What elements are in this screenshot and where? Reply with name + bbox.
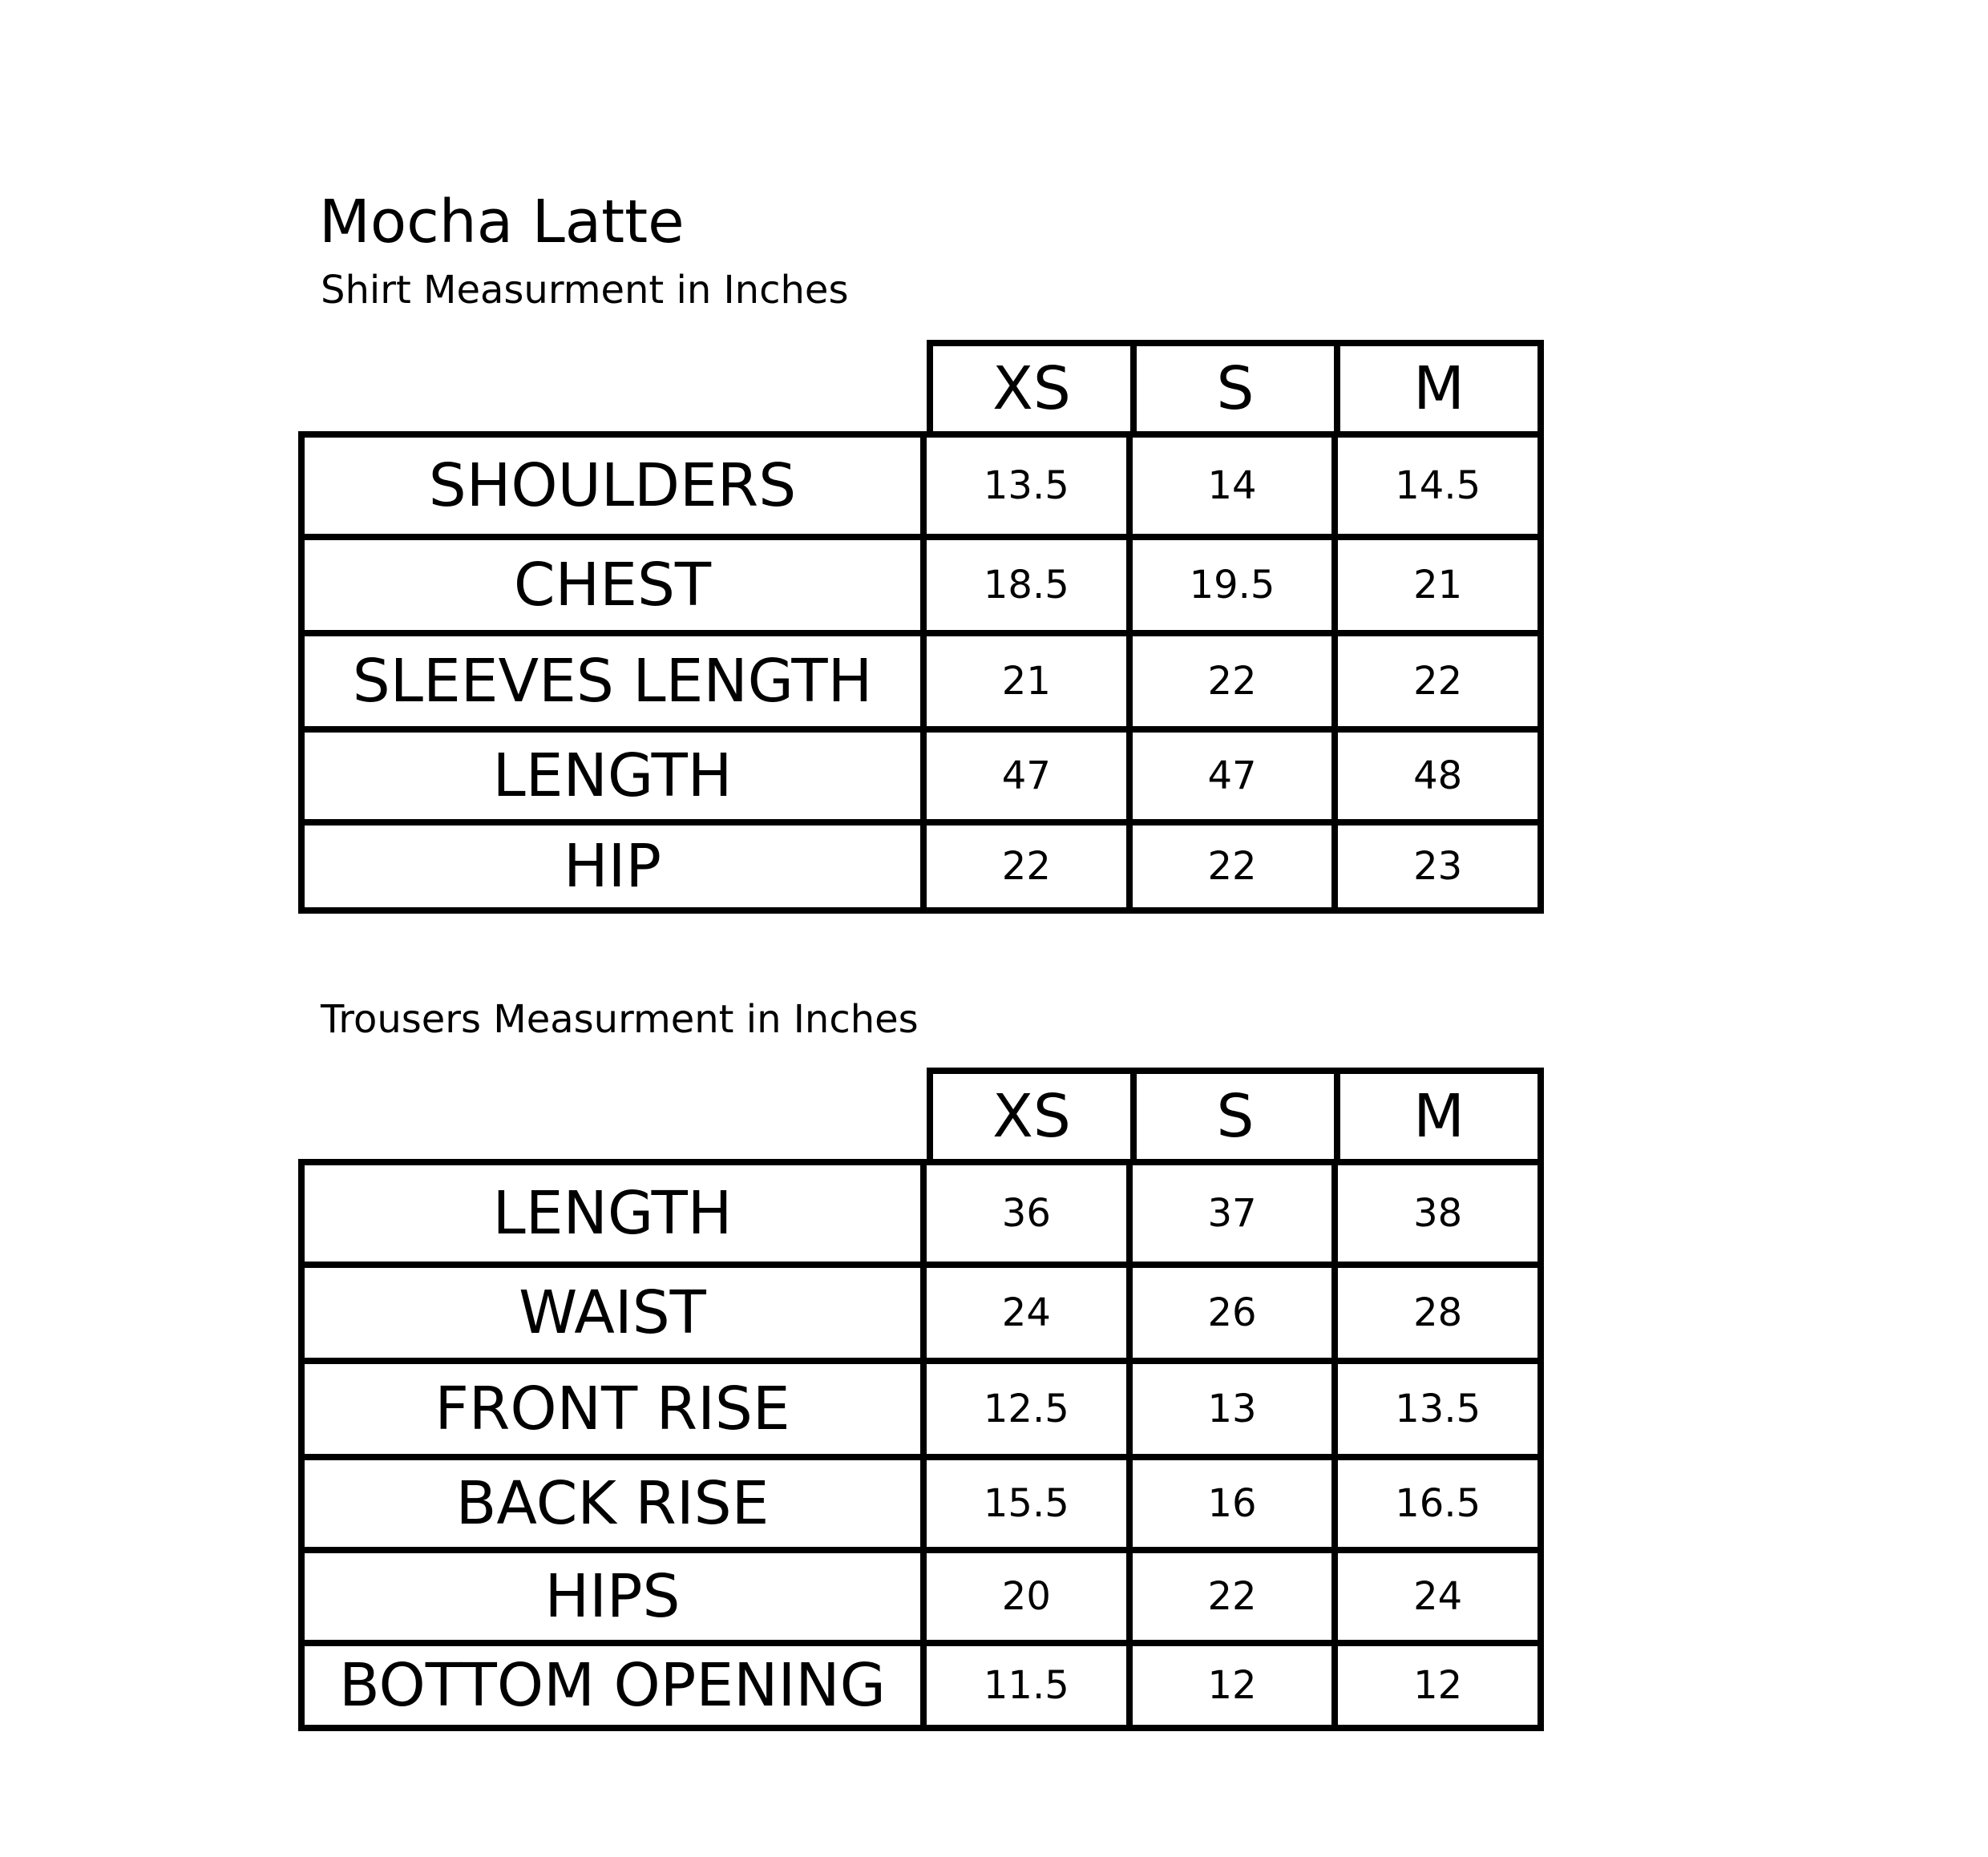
value-cell: 13 bbox=[1126, 1364, 1332, 1454]
row-label: HIPS bbox=[305, 1553, 927, 1640]
table-row bbox=[305, 726, 1537, 819]
table-row bbox=[305, 1358, 1537, 1454]
shirt-table-body bbox=[298, 431, 1544, 914]
value-cell: 47 bbox=[1126, 733, 1332, 819]
value-cell: 12 bbox=[1126, 1646, 1332, 1725]
row-label: BOTTOM OPENING bbox=[305, 1646, 927, 1725]
value-cell: 37 bbox=[1126, 1165, 1332, 1262]
table-row bbox=[305, 1262, 1537, 1358]
table-row bbox=[305, 1640, 1537, 1725]
row-label: SHOULDERS bbox=[305, 438, 927, 534]
value-cell: 48 bbox=[1331, 733, 1537, 819]
trousers-table-subtitle: Trousers Measurment in Inches bbox=[321, 997, 919, 1042]
row-label: HIP bbox=[305, 826, 927, 907]
value-cell: 12.5 bbox=[983, 1387, 1069, 1431]
header-spacer bbox=[298, 340, 927, 431]
table-row bbox=[305, 438, 1537, 534]
value-cell: 26 bbox=[1126, 1268, 1332, 1358]
shirt-table-subtitle: Shirt Measurment in Inches bbox=[321, 268, 849, 313]
row-label: WAIST bbox=[305, 1268, 927, 1358]
value-cell: 22 bbox=[1126, 1553, 1332, 1640]
value-cell: 23 bbox=[1331, 826, 1537, 907]
value-cell: 21 bbox=[1331, 540, 1537, 630]
value-cell: 22 bbox=[1001, 844, 1051, 889]
size-header-cells bbox=[927, 1068, 1544, 1159]
trousers-measurement-table bbox=[298, 1068, 1544, 1731]
value-cell: 16 bbox=[1126, 1460, 1332, 1547]
row-label: CHEST bbox=[305, 540, 927, 630]
value-cell: 22 bbox=[1331, 636, 1537, 726]
size-header-row bbox=[298, 1068, 1544, 1159]
value-cell: 11.5 bbox=[983, 1663, 1069, 1708]
size-header-cells bbox=[927, 340, 1544, 431]
size-header-m: M bbox=[1334, 346, 1537, 431]
header-spacer bbox=[298, 1068, 927, 1159]
value-cell: 13.5 bbox=[983, 463, 1069, 508]
size-header-xs: XS bbox=[992, 1082, 1071, 1151]
value-cell: 15.5 bbox=[983, 1481, 1069, 1526]
value-cell: 36 bbox=[1001, 1191, 1051, 1236]
value-cell: 18.5 bbox=[983, 563, 1069, 608]
size-header-row bbox=[298, 340, 1544, 431]
value-cell: 19.5 bbox=[1126, 540, 1332, 630]
value-cell: 38 bbox=[1331, 1165, 1537, 1262]
size-header-m: M bbox=[1334, 1074, 1537, 1159]
value-cell: 21 bbox=[1001, 659, 1051, 704]
value-cell: 24 bbox=[1001, 1290, 1051, 1335]
table-row bbox=[305, 1454, 1537, 1547]
value-cell: 47 bbox=[1001, 753, 1051, 798]
table-row bbox=[305, 1165, 1537, 1262]
value-cell: 20 bbox=[1001, 1574, 1051, 1619]
size-header-s: S bbox=[1130, 346, 1334, 431]
value-cell: 28 bbox=[1331, 1268, 1537, 1358]
table-row bbox=[305, 819, 1537, 907]
row-label: SLEEVES LENGTH bbox=[305, 636, 927, 726]
value-cell: 13.5 bbox=[1331, 1364, 1537, 1454]
page-title: Mocha Latte bbox=[319, 188, 685, 256]
row-label: LENGTH bbox=[305, 733, 927, 819]
value-cell: 16.5 bbox=[1331, 1460, 1537, 1547]
row-label: BACK RISE bbox=[305, 1460, 927, 1547]
shirt-measurement-table bbox=[298, 340, 1544, 914]
size-header-xs: XS bbox=[992, 354, 1071, 423]
value-cell: 22 bbox=[1126, 636, 1332, 726]
value-cell: 24 bbox=[1331, 1553, 1537, 1640]
table-row bbox=[305, 630, 1537, 726]
value-cell: 12 bbox=[1331, 1646, 1537, 1725]
value-cell: 14.5 bbox=[1331, 438, 1537, 534]
size-header-s: S bbox=[1130, 1074, 1334, 1159]
row-label: LENGTH bbox=[305, 1165, 927, 1262]
trousers-table-body bbox=[298, 1159, 1544, 1731]
row-label: FRONT RISE bbox=[305, 1364, 927, 1454]
value-cell: 22 bbox=[1126, 826, 1332, 907]
table-row bbox=[305, 1547, 1537, 1640]
table-row bbox=[305, 534, 1537, 630]
value-cell: 14 bbox=[1126, 438, 1332, 534]
